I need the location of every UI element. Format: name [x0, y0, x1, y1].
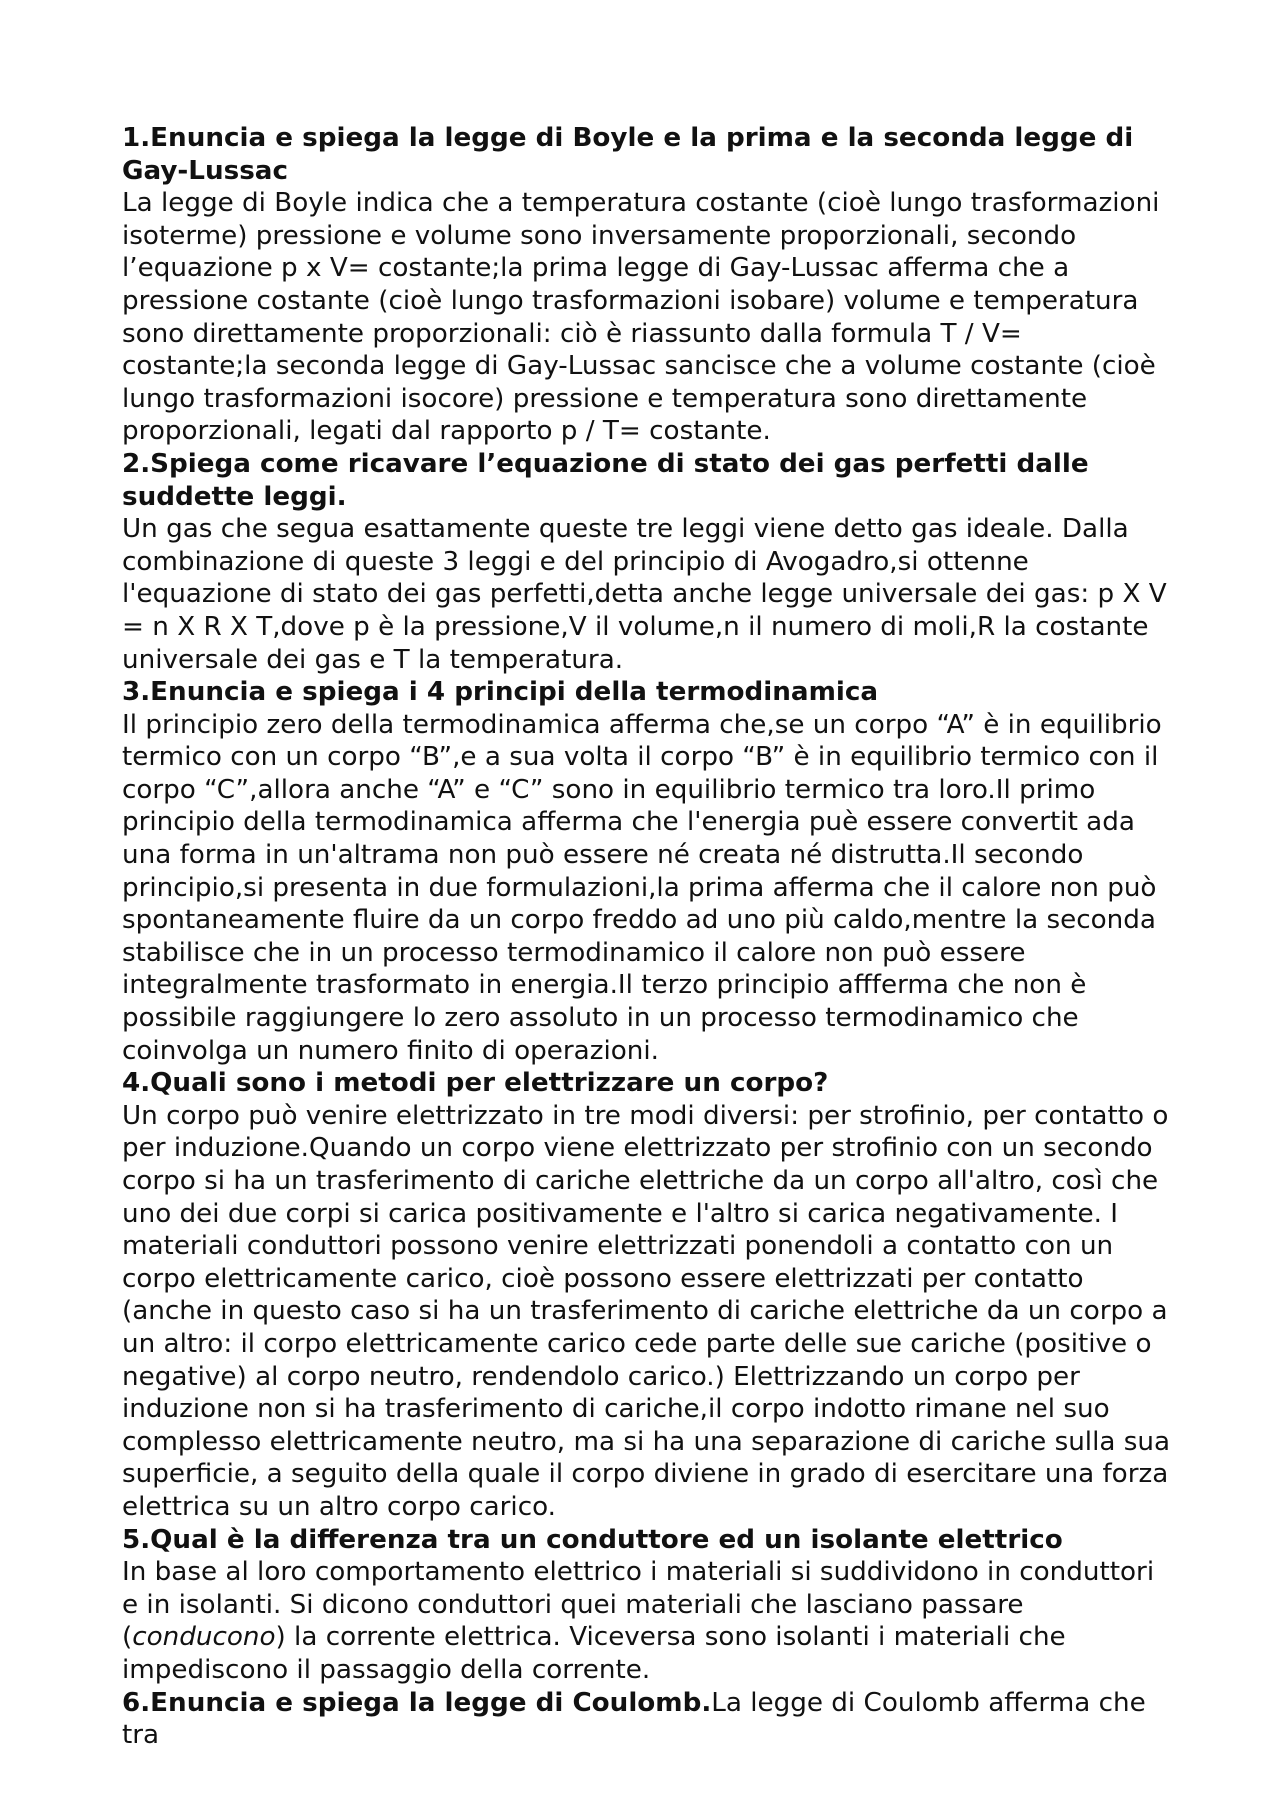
question-1-heading: 1.Enuncia e spiega la legge di Boyle e la prima e la seconda legge di Gay-Lussac [122, 123, 1134, 186]
answer-6-text: La legge di Coulomb afferma che tra [122, 1687, 1146, 1751]
document-page [122, 122, 1172, 1752]
question-6-heading: 6.Enuncia e spiega la legge di Coulomb. [122, 1687, 712, 1718]
question-3-heading: 3.Enuncia e spiega i 4 principi della termodinamica [122, 677, 879, 708]
answer-4-text: Un corpo può venire elettrizzato in tre modi diversi: per strofinio, per contatto o per induzione.Quando un corpo viene elettrizzato per strofinio con un secondo corpo si ha un trasferimento di cariche elettriche da un corpo all'altro, così che uno dei due corpi si carica positivamente e l'altro si carica negativamente. I materiali conduttori possono venire elettrizzati ponendoli a contatto con un corpo elettricamente carico, cioè possono essere elettrizzati per contatto (anche in questo caso si ha un trasferimento di cariche elettriche da un corpo a un altro: il corpo elettricamente carico cede parte delle sue cariche (positive o negative) al corpo neutro, rendendolo carico.) Elettrizzando un corpo per induzione non si ha trasferimento di cariche,il corpo indotto rimane nel suo complesso elettricamente neutro, ma si ha una separazione di cariche sulla sua superficie, a seguito della quale il corpo diviene in grado di esercitare una forza elettrica su un altro corpo carico. [122, 1100, 1171, 1522]
answer-5-part-1: In base al loro comportamento elettrico i materiali si suddividono in conduttori e in isolanti. Si dicono conduttori quei materiali che lasciano passare ( [122, 1557, 1155, 1653]
question-2-heading: 2.Spiega come ricavare l’equazione di stato dei gas perfetti dalle suddette leggi. [122, 448, 1089, 512]
answer-5-italic-term: conducono [132, 1622, 276, 1653]
answer-3-text: Il principio zero della termodinamica afferma che,se un corpo “A” è in equilibrio termico con un corpo “B”,e a sua volta il corpo “B” è in equilibrio termico con il corpo “C”,allora anche “A” e “C” sono in equilibrio termico tra loro.Il primo principio della termodinamica afferma che l'energia puè essere convertit ada una forma in un'altrama non può essere né creata né distrutta.Il secondo principio,si presenta in due formulazioni,la prima afferma che il calore non può spontaneamente fluire da un corpo freddo ad uno più caldo,mentre la seconda stabilisce che in un processo termodinamico il calore non può essere integralmente trasformato in energia.Il terzo principio affferma che non è possibile raggiungere lo zero assoluto in un processo termodinamico che coinvolga un numero finito di operazioni. [122, 709, 1162, 1066]
question-4-heading: 4.Quali sono i metodi per elettrizzare un corpo? [122, 1068, 829, 1099]
question-5-heading: 5.Qual è la differenza tra un conduttore ed un isolante elettrico [122, 1524, 1063, 1555]
section-6-paragraph [122, 1687, 1172, 1752]
answer-5-part-2: ) la corrente elettrica. Viceversa sono isolanti i materiali che impediscono il passaggio della corrente. [122, 1622, 1066, 1685]
answer-1-text: La legge di Boyle indica che a temperatura costante (cioè lungo trasformazioni isoterme) pressione e volume sono inversamente proporzionali, secondo l’equazione p x V= costante;la prima legge di Gay-Lussac afferma che a pressione costante (cioè lungo trasformazioni isobare) volume e temperatura sono direttamente proporzionali: ciò è riassunto dalla formula T / V= costante;la seconda legge di Gay-Lussac sancisce che a volume costante (cioè lungo trasformazioni isocore) pressione e temperatura sono direttamente proporzionali, legati dal rapporto p / T= costante. [122, 188, 1160, 447]
answer-5-text [122, 1556, 1172, 1686]
answer-2-text: Un gas che segua esattamente queste tre leggi viene detto gas ideale. Dalla combinazione di queste 3 leggi e del principio di Avogadro,si ottenne l'equazione di stato dei gas perfetti,detta anche legge universale dei gas: p X V = n X R X T,dove p è la pressione,V il volume,n il numero di moli,R la costante universale dei gas e T la temperatura. [122, 514, 1167, 675]
